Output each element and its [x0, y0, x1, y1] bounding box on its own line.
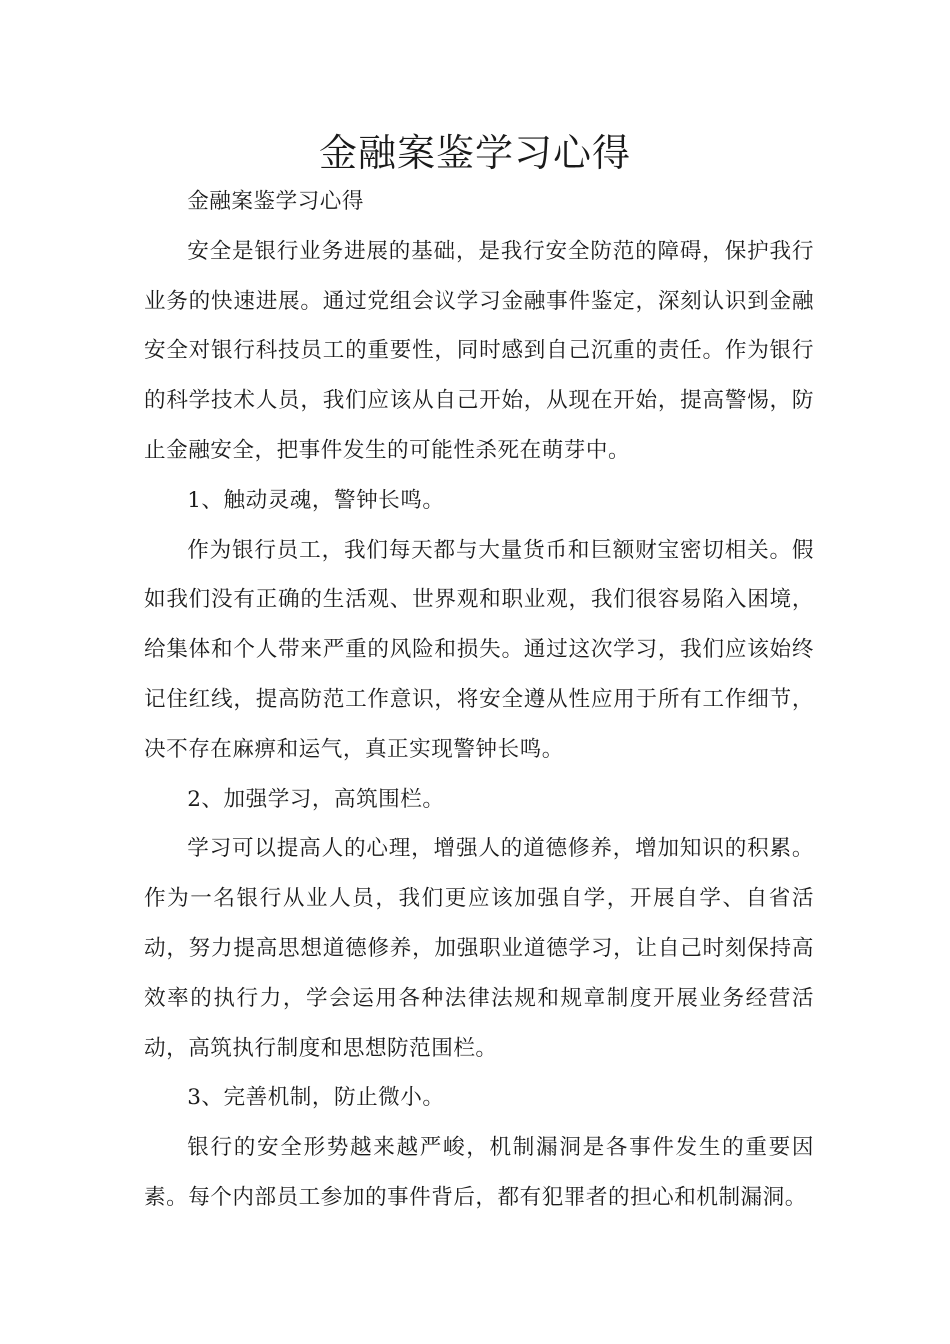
paragraph-section-3: 银行的安全形势越来越严峻，机制漏洞是各事件发生的重要因素。每个内部员工参加的事件背后，都有犯罪者的担心和机制漏洞。 — [144, 1135, 814, 1210]
section-heading-1: 1、触动灵魂，警钟长鸣。 — [187, 487, 445, 513]
document-subtitle: 金融案鉴学习心得 — [187, 189, 364, 214]
section-heading-2: 2、加强学习，高筑围栏。 — [187, 786, 445, 812]
paragraph-intro: 安全是银行业务进展的基础，是我行安全防范的障碍，保护我行业务的快速进展。通过党组会议学习金融事件鉴定，深刻认识到金融安全对银行科技员工的重要性，同时感到自己沉重的责任。作为银行的科学技术人员，我们应该从自己开始，从现在开始，提高警惕，防止金融安全，把事件发生的可能性杀死在萌芽中。 — [144, 238, 814, 463]
section-heading-3: 3、完善机制，防止微小。 — [187, 1085, 445, 1111]
document-title: 金融案鉴学习心得 — [318, 131, 631, 175]
paragraph-section-2: 学习可以提高人的心理，增强人的道德修养，增加知识的积累。作为一名银行从业人员，我们更应该加强自学，开展自学、自省活动，努力提高思想道德修养，加强职业道德学习，让自己时刻保持高效率的执行力，学会运用各种法律法规和规章制度开展业务经营活动，高筑执行制度和思想防范围栏。 — [144, 836, 814, 1061]
document-body — [144, 177, 814, 1223]
paragraph-section-1: 作为银行员工，我们每天都与大量货币和巨额财宝密切相关。假如我们没有正确的生活观、世界观和职业观，我们很容易陷入困境，给集体和个人带来严重的风险和损失。通过这次学习，我们应该始终记住红线，提高防范工作意识，将安全遵从性应用于所有工作细节，决不存在麻痹和运气，真正实现警钟长鸣。 — [144, 537, 814, 762]
